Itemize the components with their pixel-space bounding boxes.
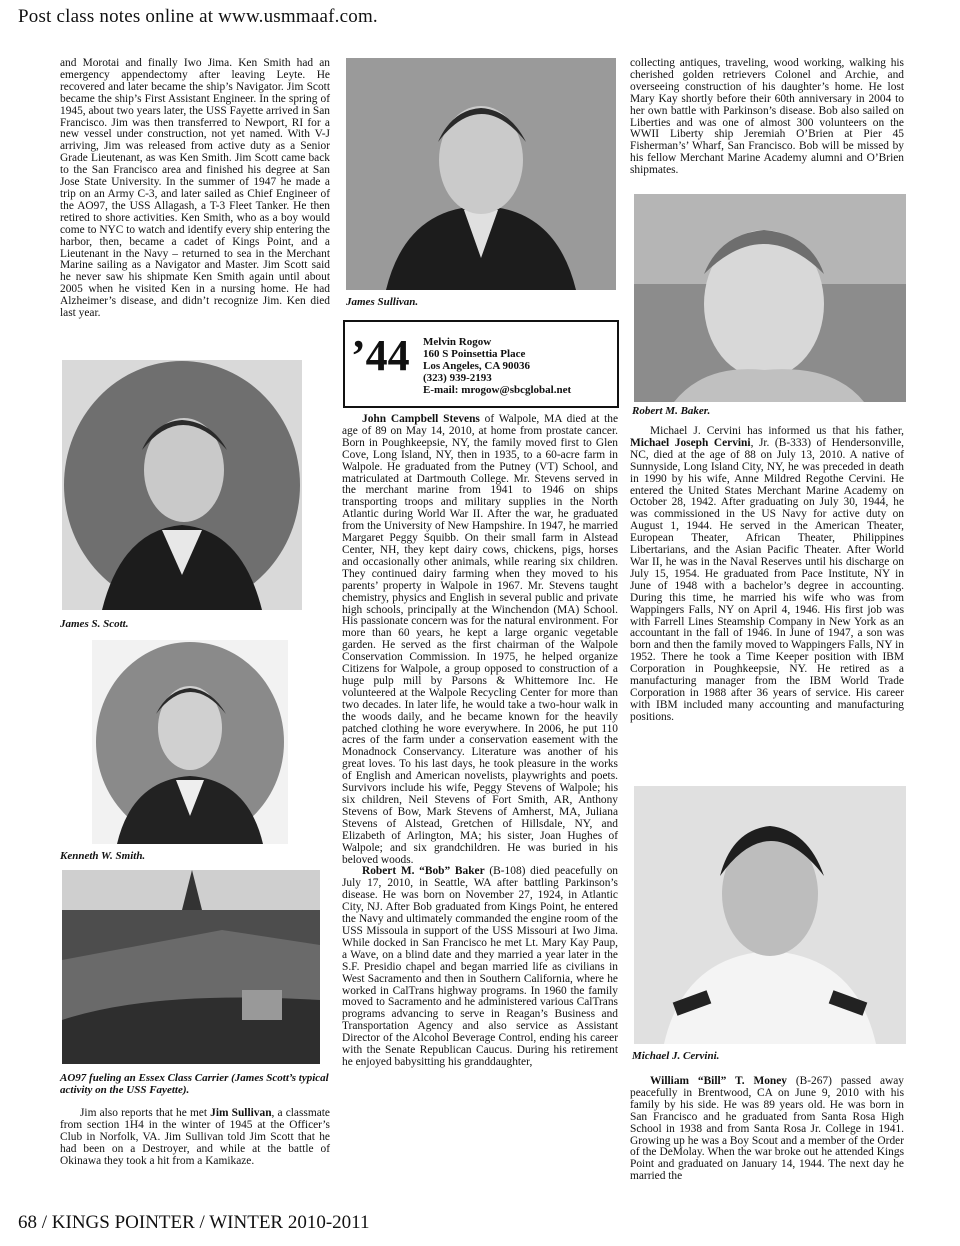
page-footer: 68 / KINGS POINTER / WINTER 2010-2011 (18, 1212, 370, 1233)
money-block (630, 1076, 904, 1183)
cervini-intro: Michael J. Cervini has informed us that his father, (650, 425, 904, 437)
baker-text: (B-108) died peacefully on July 17, 2010, in Seattle, WA after battling Parkinson’s disease. He was born on November 27, 1924, in Atlantic City, NJ. After Bob graduated from Kings Point, he entered the Navy and ultimately commanded the engine room of the USS Missoula in support of the USS Missouri at Iwo Jima. While docked in San Francisco he met Lt. Mary Kay Paup, a Wave, on a blind date and they married a year later in the S.F. Presidio chapel and began married life as civilians in West Sacramento and then in Southern California, where he worked in CalTrans highway programs. In 1960 the family moved to Sacramento and he administered various CalTrans programs advancing to serve in Reagan’s Business and Transportation Agency and also service as Assistant Director of the Alcohol Beverage Control, ending his career with the Senate Republican Caucus. During his retirement he enjoyed babysitting his granddaughter, (342, 865, 618, 1068)
page-header: Post class notes online at www.usmmaaf.com. (18, 6, 378, 27)
cervini-name: Michael Joseph Cervini (630, 436, 751, 449)
address-line: Melvin Rogow (423, 336, 492, 348)
caption-james-sullivan: James Sullivan. (346, 296, 419, 308)
baker-name: Robert M. “Bob” Baker (362, 865, 485, 878)
stevens-text: of Walpole, MA died at the age of 89 on May 14, 2010, at home from prostate cancer. Born in Poughkeepsie, NY, the family moved first to Glen Cove, Long Island, NY, then in 1935, to a 60-acre farm in Walpole. He graduated from the Putney (VT) School, and matriculated at Dartmouth College. Mr. Stevens served in the merchant marine from 1941 to 1946 on ships transporting troops and military supplies in the North Atlantic during World War II. After the war, he graduated from the University of New Hampshire. In 1947, he married Margaret Peggy Squibb. On their small farm in Alstead Center, NH, they kept dairy cows, chickens, pigs, horses and occasionally other animals, while rearing six children. They continued dairy farming when they moved to his parents’ property in Walpole in 1967. Mr. Stevens taught chemistry, physics and English in several public and private high schools, principally at the Winchendon (MA) School. His passionate concern was for the natural environment. For more than 60 years, he kept a large organic vegetable garden. He served as the first chairman of the Walpole Conservation Commission. In 1975, he helped organize Citizens for Walpole, a group opposed to construction of a huge pulp mill by Parsons & Whittemore Inc. He volunteered at the Walpole Recycling Center for more than two decades. In later life, he would take a two-hour walk in the woods daily, and he became known for the heavily patched clothing he wore everywhere. In 2006, he put 110 acres of the farm under a conservation easement with the Monadnock Conservancy. Literature was another of his great loves. To his last days, he took pleasure in the works of English and American novelists, playwrights and poets. Survivors include his wife, Peggy Stevens of Walpole; his six children, Neil Stevens of Fort Smith, AR, Anthony Stevens of Bow, Mark Stevens of Amherst, MA, Juliana Stevens of Alstead, Gretchen of Hillsdale, NY, and Elizabeth of Arlington, MA; his sister, Joan Hughes of Walpole; and six grandchildren. He was buried in his beloved woods. (342, 413, 618, 866)
baker-continued-paragraph: collecting antiques, traveling, wood working, walking his cherished golden retrievers Colonel and Archie, and overseeing construction of his daughter’s home. He lost Mary Kay shortly before their 60th anniversary in 2004 to her own battle with Parkinson’s disease. Bob also sailed on Liberties and was one of almost 300 volunteers on the WWII Liberty ship Jeremiah O’Brien at Pier 45 Fisherman’s’ Wharf, San Francisco. Bob will be missed by his fellow Merchant Marine Academy alumni and O’Brien shipmates. (630, 57, 904, 177)
caption-kenneth-smith: Kenneth W. Smith. (60, 850, 146, 862)
james-sullivan-photo (346, 58, 616, 290)
michael-cervini-photo (634, 786, 906, 1044)
money-obituary (630, 1076, 904, 1183)
class-secretary-address (423, 336, 571, 396)
cervini-obituary (630, 426, 904, 724)
class-secretary-box (343, 320, 619, 408)
sullivan-name: Jim Sullivan (210, 1107, 272, 1119)
money-name: William “Bill” T. Money (650, 1075, 787, 1087)
baker-obituary (342, 866, 618, 1068)
address-line: 160 S Poinsettia Place (423, 348, 526, 360)
robert-baker-photo (634, 194, 906, 402)
address-line: (323) 939-2193 (423, 372, 492, 384)
email-line: E-mail: mrogow@sbcglobal.net (423, 384, 572, 396)
column-2-text (342, 414, 618, 1069)
ship-fueling-photo (62, 870, 320, 1064)
stevens-obituary (342, 414, 618, 866)
sullivan-intro-paragraph (60, 1108, 330, 1168)
scott-smith-paragraph: and Morotai and finally Iwo Jima. Ken Smith had an emergency appendectomy after leaving Leyte. He recovered and later became the ship’s Navigator. Jim Scott became the ship’s First Assistant Engineer. In the spring of 1945, about two years later, the USS Fayette arrived in San Francisco. Jim was then transferred to Newport, RI for a new vessel under construction, not yet named. With V-J arriving, Jim was released from active duty as a Senior Grade Lieutenant, as was Ken Smith. Jim Scott came back to the San Francisco area and finished his degree at San Jose State University. In the summer of 1947 he made a trip on an Army C-3, and later sailed as Chief Engineer of the AO97, the USS Allagash, a T-3 Fleet Tanker. He then retired to shore activities. Ken Smith, who as a boy would come to NYC to watch and identify every ship entering the harbor, then, became a cadet of Kings Point, and a Lieutenant in the Navy – returned to sea in the Merchant Marine sailing as a Navigator and Master. Jim Scott said he never saw his shipmate Ken Smith again until about 2005 when he visited Ken in a nursing home. He had Alzheimer’s disease, and didn’t recognize Jim. Ken died last year. (60, 57, 330, 320)
column-1-text (60, 58, 330, 320)
cervini-block (630, 426, 904, 724)
class-year: ’44 (351, 331, 410, 380)
money-text: (B-267) passed away peacefully in Brentwood, CA on June 9, 2010 with his family by his side. He was 89 years old. He was born in San Francisco and he graduated from Santa Rosa High School in 1938 and from Santa Rosa Jr. College in 1941. Growing up he was a Boy Scout and a member of the Order of the DeMolay. When the war broke out he attended Kings Point and graduated on January 14, 1944. The next day he married the (630, 1075, 904, 1183)
baker-continued (630, 58, 904, 177)
caption-james-scott: James S. Scott. (60, 618, 129, 630)
caption-ship: AO97 fueling an Essex Class Carrier (James Scott’s typical activity on the USS Fayette). (60, 1072, 329, 1096)
kenneth-smith-photo (92, 640, 288, 844)
address-line: Los Angeles, CA 90036 (423, 360, 530, 372)
caption-michael-cervini: Michael J. Cervini. (632, 1050, 720, 1062)
cervini-text: , Jr. (B-333) of Hendersonville, NC, died at the age of 88 on July 13, 2010. A native of Sunnyside, Long Island City, NY, he was preceded in death in 1990 by his wife, Anne Mildred Regothe Cervini. He entered the United States Merchant Marine Academy on October 28, 1942. After graduating on July 30, 1944, he was commissioned in the US Navy for active duty on August 1, 1944. He served in the American Theater, European Theater, African Theater, Philippines Libertarians, and the Asian Pacific Theater. After World War II, he was in the Naval Reserves until his discharge on July 15, 1954. He graduated from Pace Institute, NY in June of 1948 with a bachelor’s degree in accounting. During this time, he married his wife who was from Wappingers Falls, NY on April 4, 1946. His first job was with Farrell Lines Steamship Company in New York as an accountant in the fall of 1946. In June of 1947, a son was born and then the family moved to Wappingers Falls, NY in 1952. There he took a Time Keeper position with IBM Corporation in Poughkeepsie, NY. He retired as a manufacturing manager from the IBM World Trade Corporation in 1988 after 36 years of service. His career with IBM included many accounting and manufacturing positions. (630, 436, 905, 723)
james-scott-photo (62, 360, 302, 610)
caption-robert-baker: Robert M. Baker. (632, 405, 711, 417)
sullivan-intro-pre: Jim also reports that he met (80, 1107, 211, 1119)
sullivan-intro-block (60, 1108, 330, 1168)
stevens-name: John Campbell Stevens (362, 413, 480, 425)
sullivan-intro-post: , a classmate from section 1H4 in the winter of 1945 at the Officer’s Club in Norfolk, VA. Jim Sullivan told Jim Scott that he had been on a Destroyer, and while at the battle of Okinawa they took a hit from a Kamikaze. (60, 1107, 330, 1167)
